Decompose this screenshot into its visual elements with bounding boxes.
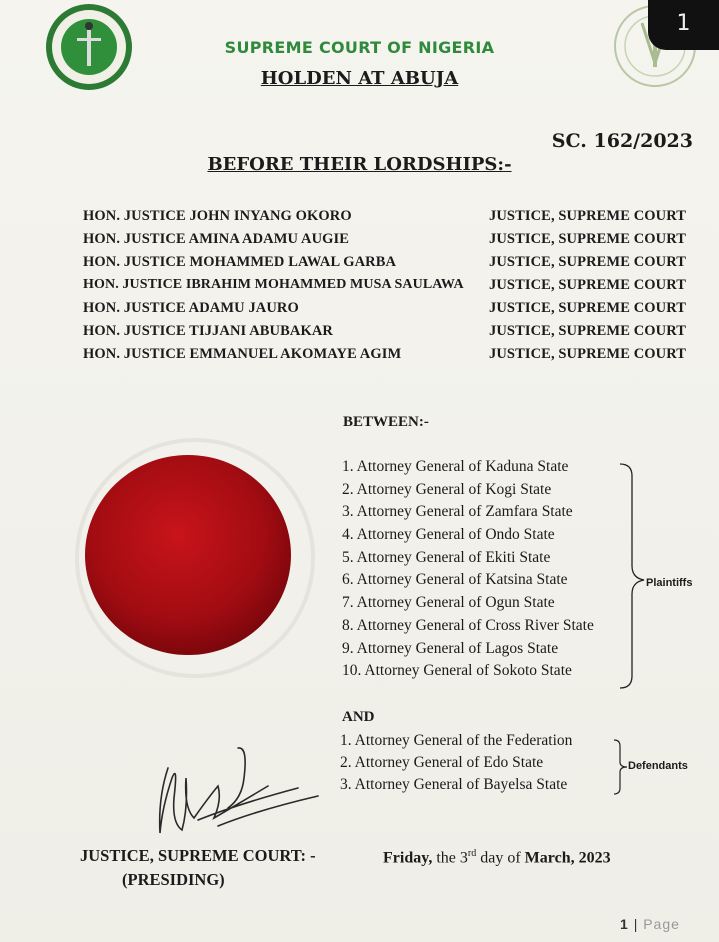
justice-row <box>83 231 693 254</box>
justice-role: JUSTICE, SUPREME COURT <box>489 346 687 362</box>
justice-name: HON. JUSTICE EMMANUEL AKOMAYE AGIM <box>83 346 402 362</box>
justice-name: HON. JUSTICE MOHAMMED LAWAL GARBA <box>83 254 397 270</box>
page-footer <box>620 916 680 932</box>
holden-at: HOLDEN AT ABUJA <box>260 68 459 89</box>
justice-role: JUSTICE, SUPREME COURT <box>489 208 687 224</box>
justice-name: HON. JUSTICE JOHN INYANG OKORO <box>83 208 352 224</box>
date-rest: day of <box>480 849 521 867</box>
date-month-year: March, 2023 <box>524 849 611 867</box>
signature <box>148 738 338 843</box>
justice-role: JUSTICE, SUPREME COURT <box>489 231 687 247</box>
plaintiffs-list <box>342 458 642 685</box>
plaintiffs-label: Plaintiffs <box>646 577 693 589</box>
case-number: SC. 162/2023 <box>551 130 693 152</box>
plaintiffs-brace-icon <box>618 462 648 690</box>
footer-separator: | <box>633 916 639 932</box>
list-item: 5. Attorney General of Ekiti State <box>342 548 551 566</box>
list-item: 2. Attorney General of Kogi State <box>342 480 552 498</box>
justice-row <box>83 323 693 346</box>
justice-role: JUSTICE, SUPREME COURT <box>489 323 687 339</box>
justice-row <box>83 346 693 369</box>
justices-list <box>83 208 693 369</box>
justice-name: HON. JUSTICE IBRAHIM MOHAMMED MUSA SAULAWA <box>83 277 464 292</box>
list-item: 3. Attorney General of Bayelsa State <box>340 776 568 793</box>
list-item: 6. Attorney General of Katsina State <box>342 571 568 589</box>
justice-name: HON. JUSTICE TIJJANI ABUBAKAR <box>83 323 333 339</box>
defendants-label: Defendants <box>628 760 688 772</box>
presiding-title: JUSTICE, SUPREME COURT: - <box>80 846 316 865</box>
list-item: 7. Attorney General of Ogun State <box>342 594 555 612</box>
presiding-subtitle: (PRESIDING) <box>122 870 225 889</box>
justice-row <box>83 277 693 300</box>
justice-role: JUSTICE, SUPREME COURT <box>489 277 687 293</box>
date-day-num: 3 <box>459 849 468 867</box>
defendants-list <box>340 732 630 798</box>
footer-page-num: 1 <box>620 916 629 932</box>
justice-name: HON. JUSTICE AMINA ADAMU AUGIE <box>83 231 350 247</box>
list-item: 10. Attorney General of Sokoto State <box>342 662 572 680</box>
list-item: 1. Attorney General of the Federation <box>340 732 573 749</box>
footer-page-word: Page <box>643 916 680 932</box>
justice-role: JUSTICE, SUPREME COURT <box>489 254 687 270</box>
court-name: SUPREME COURT OF NIGERIA <box>224 38 495 57</box>
list-item: 9. Attorney General of Lagos State <box>342 639 559 657</box>
list-item: 8. Attorney General of Cross River State <box>342 616 594 634</box>
date-day-name: Friday, <box>383 849 433 867</box>
list-item: 1. Attorney General of Kaduna State <box>342 458 569 475</box>
before-heading: BEFORE THEIR LORDSHIPS:- <box>207 154 512 175</box>
judgment-date <box>383 848 611 867</box>
justice-role: JUSTICE, SUPREME COURT <box>489 300 687 316</box>
justice-row <box>83 208 693 231</box>
red-wax-seal <box>70 430 320 680</box>
date-suffix: rd <box>467 848 477 859</box>
justice-row <box>83 254 693 277</box>
justice-row <box>83 300 693 323</box>
date-the: the <box>436 849 456 867</box>
list-item: 3. Attorney General of Zamfara State <box>342 503 573 521</box>
between-label: BETWEEN:- <box>343 414 429 430</box>
list-item: 4. Attorney General of Ondo State <box>342 526 555 544</box>
page-number-badge: 1 <box>648 0 719 50</box>
list-item: 2. Attorney General of Edo State <box>340 754 544 771</box>
and-label: AND <box>342 709 375 725</box>
justice-name: HON. JUSTICE ADAMU JAURO <box>83 300 299 316</box>
